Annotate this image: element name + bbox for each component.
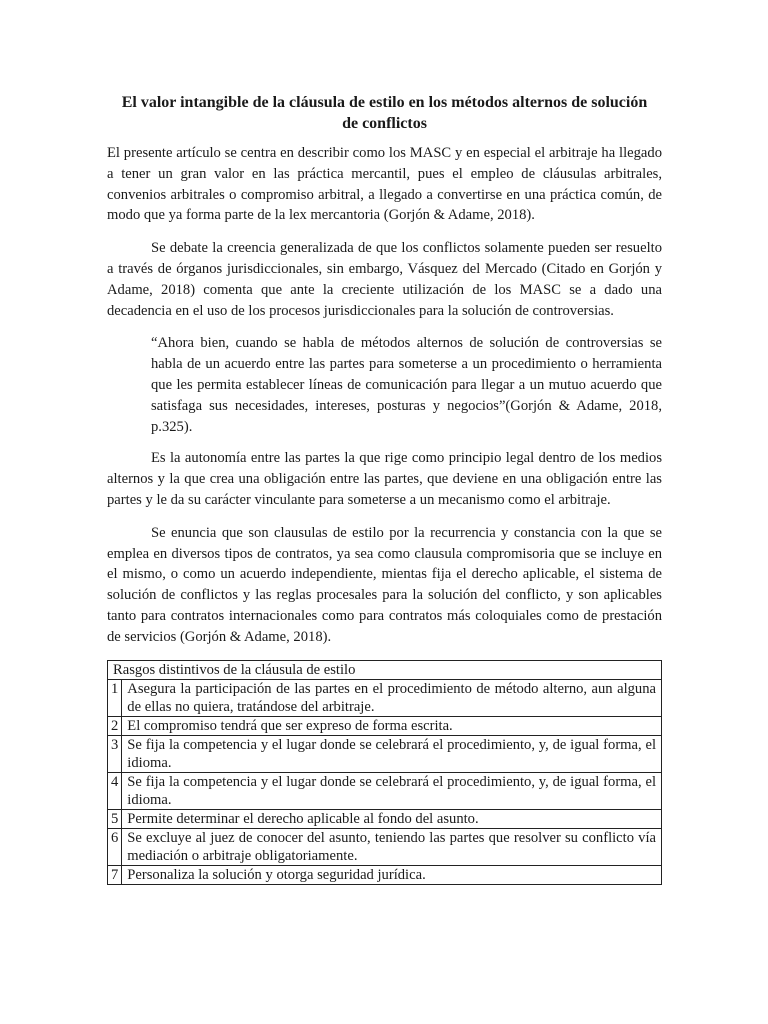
table-row <box>108 772 662 809</box>
row-text: Se excluye al juez de conocer del asunto, teniendo las partes que resolver su conflicto vía mediación o arbitraje obligatoriamente. <box>122 828 662 865</box>
table-header: Rasgos distintivos de la cláusula de estilo <box>108 660 662 679</box>
table-row <box>108 716 662 735</box>
row-number: 4 <box>108 772 122 809</box>
table-row <box>108 809 662 828</box>
paragraph-intro: El presente artículo se centra en describir como los MASC y en especial el arbitraje ha llegado a tener un gran valor en las práctica mercantil, pues el empleo de cláusulas arbitrales, convenios arbitrales o compromiso arbitral, a llegado a convertirse en una práctica común, de modo que ya forma parte de la lex mercantoria (Gorjón & Adame, 2018). <box>107 145 662 224</box>
paragraph-clausulas: Se enuncia que son clausulas de estilo por la recurrencia y constancia con la que se emplea en diversos tipos de contratos, ya sea como clausula compromisoria que se incluye en el mismo, o como un acuerdo independiente, mientas fija el derecho aplicable, el sistema de solución de conflictos y las reglas procesales para la solución del conflicto, y son aplicables tanto para contratos internacionales como para contratos más coloquiales como de prestación de servicios (Gorjón & Adame, 2018). <box>107 524 662 645</box>
row-number: 7 <box>108 865 122 884</box>
table-header-row <box>108 660 662 679</box>
row-number: 6 <box>108 828 122 865</box>
table-row <box>108 828 662 865</box>
document-title: El valor intangible de la cláusula de estilo en los métodos alternos de solución de conflictos <box>121 94 648 132</box>
table-row <box>108 865 662 884</box>
row-number: 1 <box>108 679 122 716</box>
table-row <box>108 679 662 716</box>
row-text: Personaliza la solución y otorga seguridad jurídica. <box>122 865 662 884</box>
row-number: 3 <box>108 735 122 772</box>
block-quote: “Ahora bien, cuando se habla de métodos alternos de solución de controversias se habla de un acuerdo entre las partes para someterse a un procedimiento o herramienta que les permita establecer líneas de comunicación para llegar a un mutuo acuerdo que satisfaga sus necesidades, intereses, posturas y negocios”(Gorjón & Adame, 2018, p.325). <box>151 335 662 435</box>
row-text: El compromiso tendrá que ser expreso de forma escrita. <box>122 716 662 735</box>
row-text: Se fija la competencia y el lugar donde se celebrará el procedimiento, y, de igual forma, el idioma. <box>122 772 662 809</box>
rasgos-table <box>107 660 662 885</box>
paragraph-debate: Se debate la creencia generalizada de que los conflictos solamente pueden ser resuelto a través de órganos jurisdiccionales, sin embargo, Vásquez del Mercado (Citado en Gorjón y Adame, 2018) comenta que ante la creciente utilización de los MASC se a dado una decadencia en el uso de los procesos jurisdiccionales para la solución de controversias. <box>107 240 662 319</box>
document-page <box>107 92 662 885</box>
row-text: Permite determinar el derecho aplicable al fondo del asunto. <box>122 809 662 828</box>
paragraph-autonomia: Es la autonomía entre las partes la que rige como principio legal dentro de los medios alternos y la que crea una obligación entre las partes, que deviene en una obligación entre las partes y le da su carácter vinculante para someterse a un mecanismo como el arbitraje. <box>107 450 662 508</box>
row-text: Asegura la participación de las partes en el procedimiento de método alterno, aun alguna de ellas no quiera, tratándose del arbitraje. <box>122 679 662 716</box>
table-row <box>108 735 662 772</box>
row-number: 5 <box>108 809 122 828</box>
row-text: Se fija la competencia y el lugar donde se celebrará el procedimiento, y, de igual forma, el idioma. <box>122 735 662 772</box>
row-number: 2 <box>108 716 122 735</box>
